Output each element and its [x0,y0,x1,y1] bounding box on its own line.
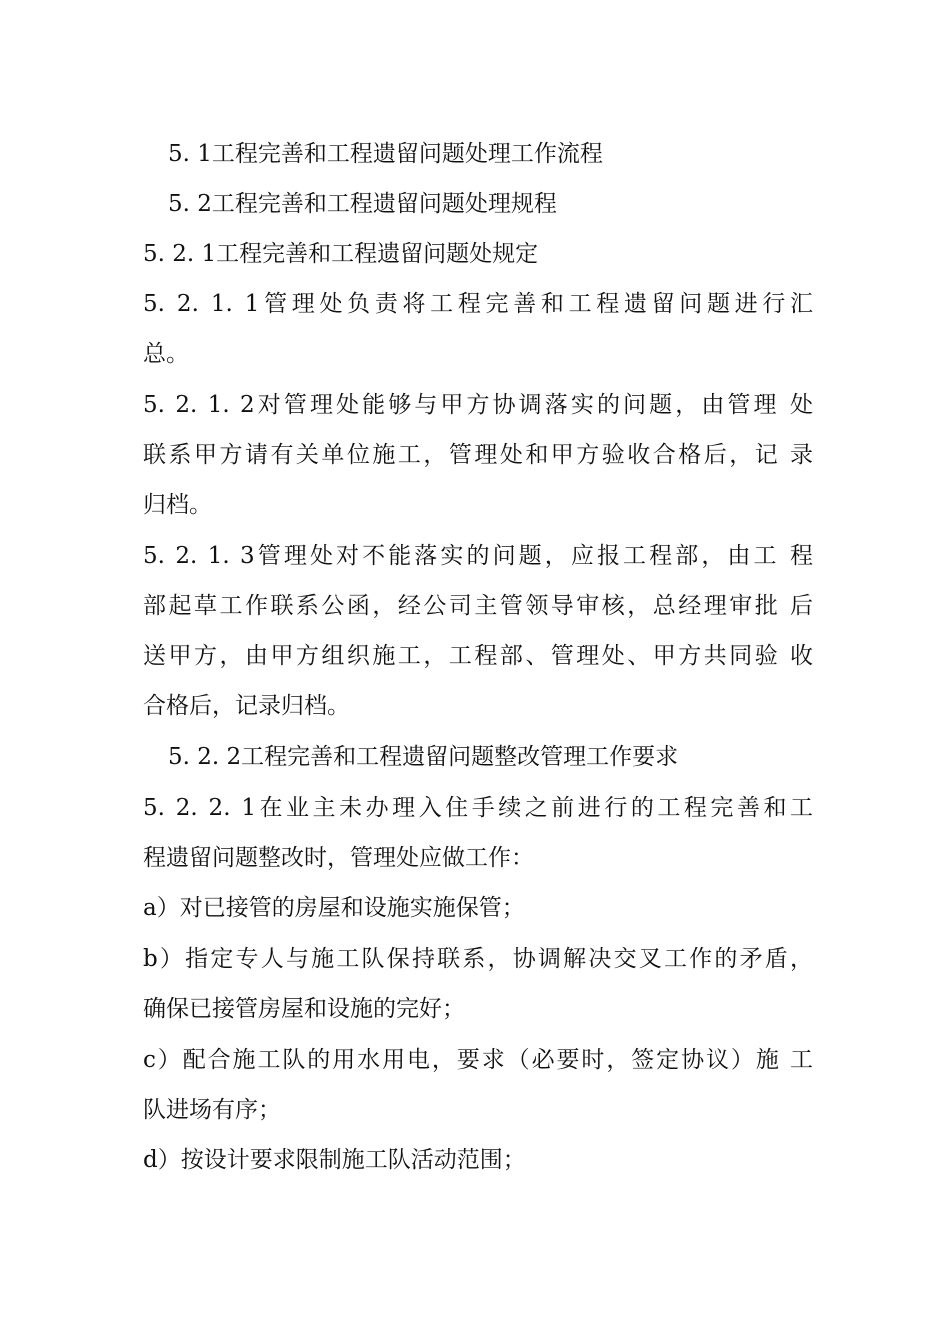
paragraph-5-2-2-1-line-1: 5. 2. 2. 1在业主未办理入住手续之前进行的工程完善和工 [143,795,813,821]
section-heading-5-1: 5. 1工程完善和工程遗留问题处理工作流程 [168,141,603,167]
list-item-a: a）对已接管的房屋和设施实施保管； [143,895,525,921]
paragraph-5-2-1-3-line-2: 部起草工作联系公函，经公司主管领导审核，总经理审批 后 [143,593,813,619]
paragraph-5-2-1-2-line-3: 归档。 [143,492,212,518]
section-heading-5-2-1: 5. 2. 1工程完善和工程遗留问题处规定 [143,241,539,267]
list-item-d: d）按设计要求限制施工队活动范围； [143,1147,526,1173]
paragraph-5-2-1-3-line-4: 合格后，记录归档。 [143,693,350,719]
paragraph-5-2-1-1-line-1: 5. 2. 1. 1管理处负责将工程完善和工程遗留问题进行汇 [143,291,813,317]
paragraph-5-2-1-3-line-3: 送甲方，由甲方组织施工，工程部、管理处、甲方共同验 收 [143,643,813,669]
section-heading-5-2-2: 5. 2. 2工程完善和工程遗留问题整改管理工作要求 [168,744,679,770]
list-item-c-line-2: 队进场有序； [143,1097,281,1123]
list-item-c-line-1: c）配合施工队的用水用电，要求（必要时，签定协议）施 工 [143,1047,813,1073]
list-item-b-line-1: b）指定专人与施工队保持联系，协调解决交叉工作的矛盾， [143,946,813,972]
section-heading-5-2: 5. 2工程完善和工程遗留问题处理规程 [168,191,557,217]
paragraph-5-2-1-2-line-2: 联系甲方请有关单位施工，管理处和甲方验收合格后，记 录 [143,442,813,468]
list-item-b-line-2: 确保已接管房屋和设施的完好； [143,996,465,1022]
paragraph-5-2-1-3-line-1: 5. 2. 1. 3管理处对不能落实的问题，应报工程部，由工 程 [143,543,813,569]
paragraph-5-2-1-2-line-1: 5. 2. 1. 2对管理处能够与甲方协调落实的问题，由管理 处 [143,392,813,418]
paragraph-5-2-1-1-line-2: 总。 [143,341,189,367]
paragraph-5-2-2-1-line-2: 程遗留问题整改时，管理处应做工作： [143,845,534,871]
